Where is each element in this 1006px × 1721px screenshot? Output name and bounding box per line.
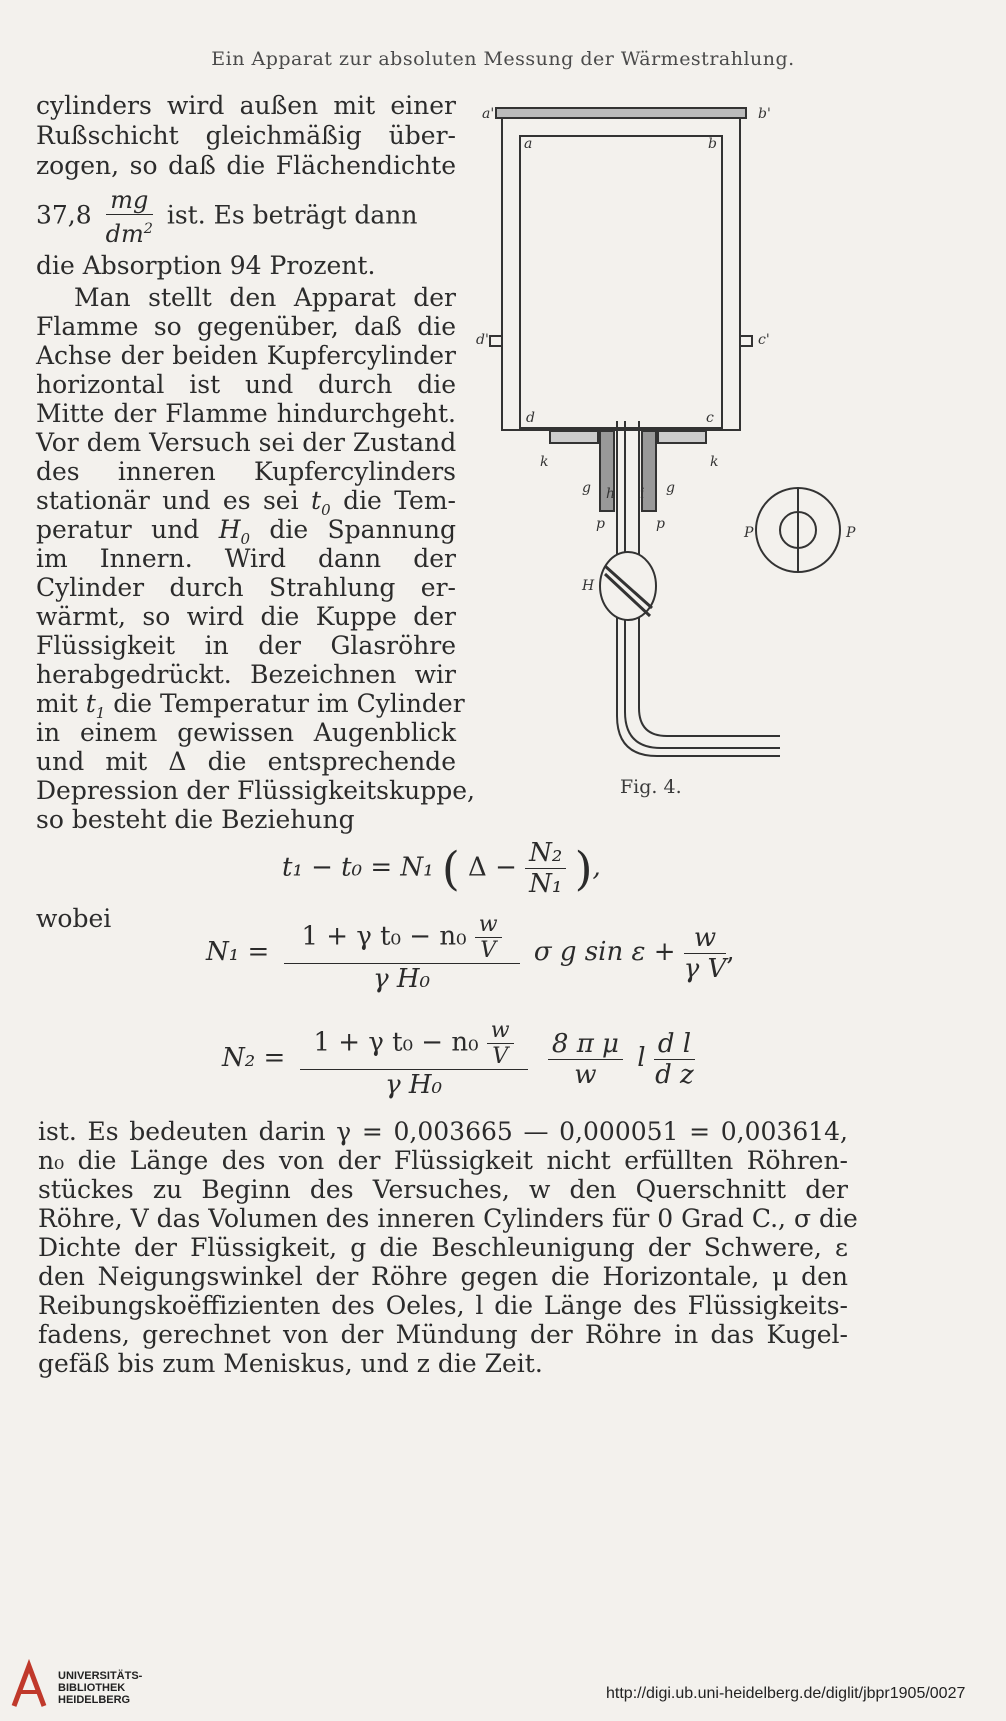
text-line: zogen, so daß die Flächendichte bbox=[36, 151, 456, 180]
library-logo-text: UNIVERSITÄTS- BIBLIOTHEK HEIDELBERG bbox=[58, 1670, 143, 1706]
label-a-prime: a' bbox=[482, 106, 495, 122]
label-d-prime: d' bbox=[476, 332, 489, 348]
label-c: c bbox=[706, 410, 714, 426]
wobei-label: wobei bbox=[36, 904, 112, 933]
equation-2-main-fraction: 1 + γ t₀ − n₀ $\frac{w}{V}$ γ H₀ bbox=[284, 912, 520, 994]
outer-cylinder bbox=[502, 118, 740, 430]
text-line: Achse der beiden Kupfercylinder bbox=[36, 341, 456, 370]
text-line: stückes zu Beginn des Versuches, w den Querschnitt der bbox=[38, 1175, 848, 1204]
label-k-left: k bbox=[540, 454, 549, 470]
text-line: ist. Es bedeuten darin γ = 0,003665 — 0,000051 = 0,003614, bbox=[38, 1117, 848, 1146]
text-line: horizontal ist und durch die bbox=[36, 370, 456, 399]
text-line: Flüssigkeit in der Glasröhre bbox=[36, 631, 456, 660]
text-line: gefäß bis zum Meniskus, und z die Zeit. bbox=[38, 1349, 543, 1378]
inner-cylinder bbox=[520, 136, 722, 428]
figure-4-apparatus bbox=[476, 96, 880, 796]
right-base-plate bbox=[658, 431, 706, 443]
text-line: Flamme so gegenüber, daß die bbox=[36, 312, 456, 341]
text-line: wärmt, so wird die Kuppe der bbox=[36, 602, 456, 631]
label-b: b bbox=[708, 136, 717, 152]
equation-3-third-fraction: $\frac{\text{d l}}{\text{d z}}$ bbox=[655, 1028, 694, 1090]
equation-2-second-fraction: $\frac{w}{\text{γ V}}$ bbox=[683, 922, 727, 984]
label-g-left: g bbox=[582, 480, 591, 496]
left-base-plate bbox=[550, 431, 598, 443]
text-line: so besteht die Beziehung bbox=[36, 805, 355, 834]
text-line: und mit Δ die entsprechende bbox=[36, 747, 456, 776]
label-p-left: p bbox=[596, 516, 605, 532]
label-p-right: p bbox=[656, 516, 665, 532]
text-line: die Absorption 94 Prozent. bbox=[36, 251, 376, 280]
text-line: Man stellt den Apparat der bbox=[74, 283, 456, 312]
label-g-right: g bbox=[666, 480, 675, 496]
label-H: H bbox=[582, 578, 595, 594]
right-connector bbox=[740, 336, 752, 346]
text-line: herabgedrückt. Bezeichnen wir bbox=[36, 660, 456, 689]
equation-3-main-fraction: 1 + γ t₀ − n₀ $\frac{w}{V}$ γ H₀ bbox=[300, 1018, 528, 1100]
text-line: in einem gewissen Augenblick bbox=[36, 718, 456, 747]
equation-1-fraction: $\frac{\text{N₂}}{\text{N₁}}$ bbox=[525, 838, 566, 899]
text-line: stationär und es sei $t_0$ die Tem- bbox=[36, 486, 456, 519]
equation-2: N₁ = 1 + γ t₀ − n₀ $\frac{w}{V}$ γ H₀ σ g sin ε + $\frac{w}{\text{γ V}}$ , bbox=[206, 912, 735, 994]
text-line: Dichte der Flüssigkeit, g die Beschleunigung der Schwere, ε bbox=[38, 1233, 848, 1262]
text-line: Depression der Flüssigkeitskuppe, bbox=[36, 776, 475, 805]
density-line: 37,8 $\frac{mg}{dm^2}$ ist. Es beträgt dann bbox=[36, 186, 418, 248]
running-header: Ein Apparat zur absoluten Messung der Wärmestrahlung. bbox=[211, 48, 795, 70]
outer-top-lid bbox=[496, 108, 746, 118]
density-fraction: $\frac{mg}{dm^2}$ bbox=[105, 186, 153, 248]
text-line: Rußschicht gleichmäßig über- bbox=[36, 121, 456, 150]
left-connector bbox=[490, 336, 502, 346]
text-line: fadens, gerechnet von der Mündung der Röhre in das Kugel- bbox=[38, 1320, 848, 1349]
label-h: h bbox=[606, 486, 616, 502]
label-P-right: P bbox=[846, 525, 856, 541]
library-logo-icon bbox=[10, 1662, 48, 1710]
label-a: a bbox=[524, 136, 533, 152]
text-line: cylinders wird außen mit einer bbox=[36, 91, 456, 120]
text-line: Mitte der Flamme hindurchgeht. bbox=[36, 399, 456, 428]
label-i: i bbox=[640, 486, 645, 502]
label-P-left: P bbox=[744, 525, 754, 541]
text-line: n₀ die Länge des von der Flüssigkeit nicht erfüllten Röhren- bbox=[38, 1146, 848, 1175]
text-line: Röhre, V das Volumen des inneren Cylinders für 0 Grad C., σ die bbox=[38, 1204, 858, 1233]
label-d: d bbox=[526, 410, 535, 426]
equation-1: t₁ − t₀ = N₁ ( Δ − $\frac{\text{N₂}}{\text{N₁}}$ ), bbox=[282, 838, 601, 899]
source-url-link[interactable]: http://digi.ub.uni-heidelberg.de/diglit/jbpr1905/0027 bbox=[606, 1685, 966, 1702]
label-b-prime: b' bbox=[758, 106, 771, 122]
equation-3-second-fraction: $\frac{\text{8 π μ}}{w}$ bbox=[548, 1029, 623, 1090]
text-line: des inneren Kupfercylinders bbox=[36, 457, 456, 486]
label-c-prime: c' bbox=[758, 332, 770, 348]
text-line: im Innern. Wird dann der bbox=[36, 544, 456, 573]
text-line: den Neigungswinkel der Röhre gegen die Horizontale, μ den bbox=[38, 1262, 848, 1291]
text-line: Cylinder durch Strahlung er- bbox=[36, 573, 456, 602]
equation-3: N₂ = 1 + γ t₀ − n₀ $\frac{w}{V}$ γ H₀ $\frac{\text{8 π μ}}{w}$ l $\frac{\text{d l}}{\text{d z}}$ bbox=[222, 1018, 694, 1100]
figure-caption: Fig. 4. bbox=[620, 776, 682, 798]
text-line: Vor dem Versuch sei der Zustand bbox=[36, 428, 457, 457]
text-line: mit $t_1$ die Temperatur im Cylinder bbox=[36, 689, 465, 722]
text-line: Reibungskoëffizienten des Oeles, l die Länge des Flüssigkeits- bbox=[38, 1291, 848, 1320]
text-line: peratur und $H_0$ die Spannung bbox=[36, 515, 456, 548]
label-k-right: k bbox=[710, 454, 719, 470]
